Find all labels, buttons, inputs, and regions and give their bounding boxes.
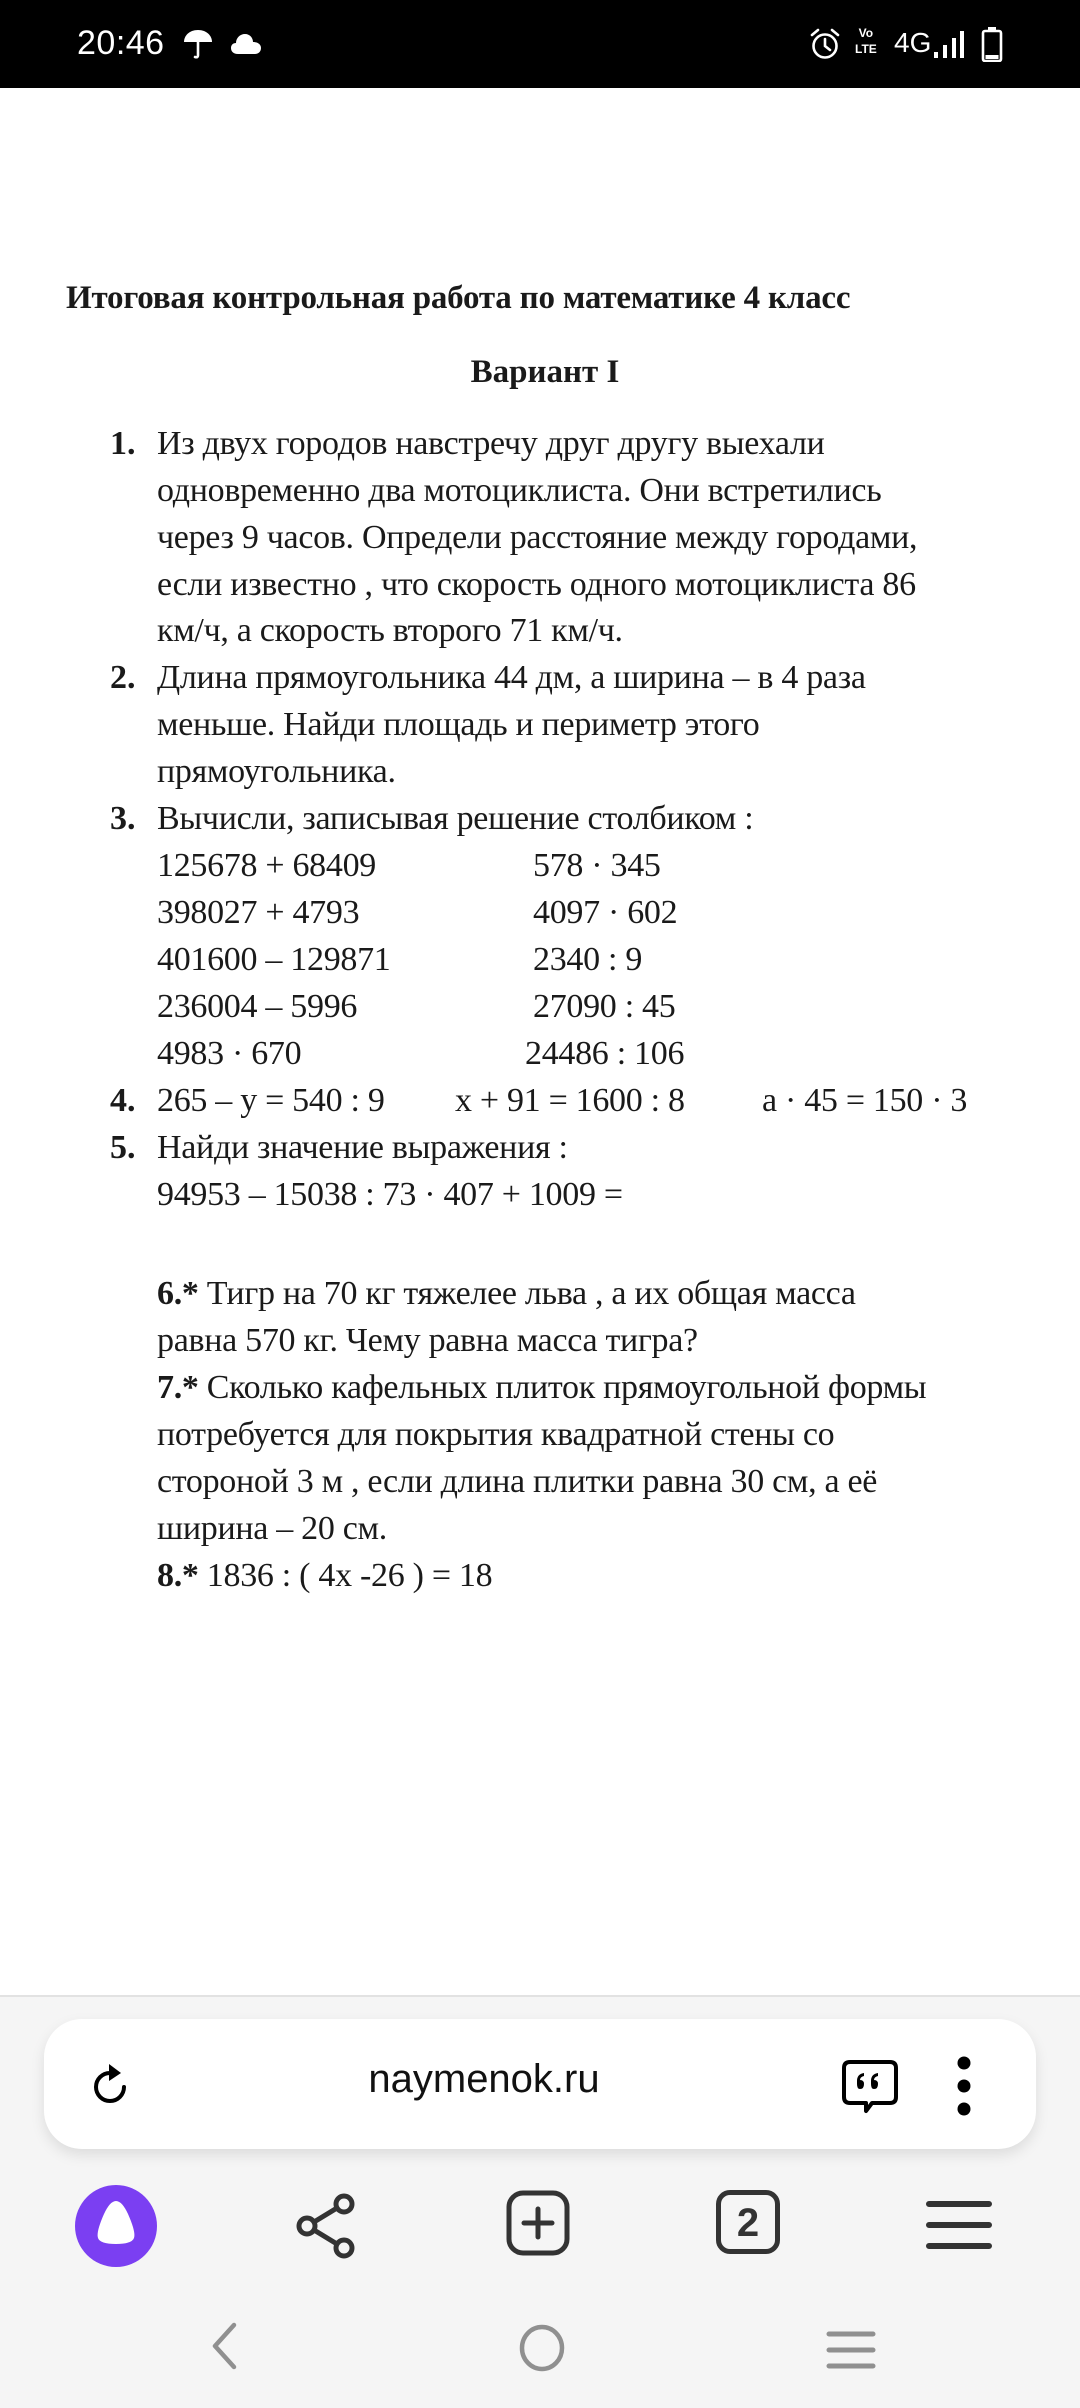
task-line: одновременно два мотоциклиста. Они встретились — [157, 472, 882, 509]
status-bar — [0, 0, 1080, 88]
battery-icon — [981, 26, 1003, 62]
signal-icon — [933, 30, 965, 58]
task-line: Из двух городов навстречу друг другу выехали — [157, 425, 825, 462]
alarm-icon — [809, 27, 841, 61]
expression: 236004 – 5996 — [157, 988, 358, 1025]
network-type: 4G — [894, 27, 932, 58]
cloud-icon — [230, 33, 262, 55]
status-time: 20:46 — [77, 24, 165, 62]
umbrella-icon — [183, 28, 213, 60]
task-line: Найди значение выражения : — [157, 1129, 568, 1166]
back-icon[interactable] — [210, 2322, 240, 2370]
expression: 398027 + 4793 — [157, 894, 360, 931]
quote-bubble-icon[interactable] — [840, 2059, 900, 2115]
document-title: Итоговая контрольная работа по математике 4 класс — [66, 280, 851, 316]
task-line: Длина прямоугольника 44 дм, а ширина – в 4 раза — [157, 659, 866, 696]
task-number: 1. — [110, 425, 136, 462]
volte-icon — [855, 25, 877, 57]
task-line: ширина – 20 см. — [157, 1510, 387, 1547]
task-number: 4. — [110, 1082, 136, 1119]
task-text: Сколько кафельных плиток прямоугольной формы — [198, 1369, 927, 1406]
equation: х + 91 = 1600 : 8 — [455, 1082, 685, 1119]
equation: а · 45 = 150 · 3 — [762, 1082, 968, 1119]
alice-assistant-icon[interactable] — [74, 2184, 158, 2268]
expression: 27090 : 45 — [533, 988, 676, 1025]
document-variant: Вариант I — [470, 354, 620, 390]
tabs-button[interactable] — [716, 2190, 780, 2254]
task-line: потребуется для покрытия квадратной стены со — [157, 1416, 835, 1453]
expression: 578 · 345 — [533, 847, 661, 884]
volte-top: Vo — [858, 26, 874, 40]
task-text: 1836 : ( 4х -26 ) = 18 — [198, 1557, 493, 1594]
task-number: 6.* — [157, 1275, 199, 1312]
expression: 125678 + 68409 — [157, 847, 376, 884]
expression: 4983 · 670 — [157, 1035, 302, 1072]
expression: 4097 · 602 — [533, 894, 678, 931]
task-number: 5. — [110, 1129, 136, 1166]
task-text: Тигр на 70 кг тяжелее льва , а их общая масса — [198, 1275, 856, 1312]
more-vert-icon[interactable] — [954, 2055, 974, 2117]
task-number: 3. — [110, 800, 136, 837]
browser-bottom-panel — [0, 1995, 1080, 2408]
expression: 24486 : 106 — [525, 1035, 685, 1072]
task-number: 7.* — [157, 1369, 199, 1406]
task-line: равна 570 кг. Чему равна масса тигра? — [157, 1322, 698, 1359]
task-number: 8.* — [157, 1557, 199, 1594]
url-text[interactable]: naymenok.ru — [368, 2057, 600, 2101]
task-line — [157, 1274, 856, 1314]
task-line: км/ч, а скорость второго 71 км/ч. — [157, 612, 623, 649]
task-line: прямоугольника. — [157, 753, 396, 790]
menu-icon[interactable] — [925, 2199, 993, 2251]
expression: 2340 : 9 — [533, 941, 643, 978]
task-line: Вычисли, записывая решение столбиком : — [157, 800, 754, 837]
equation: 265 – у = 540 : 9 — [157, 1082, 385, 1119]
task-line: 94953 – 15038 : 73 · 407 + 1009 = — [157, 1176, 623, 1213]
task-line — [157, 1556, 492, 1596]
tabs-count: 2 — [736, 2201, 760, 2245]
expression: 401600 – 129871 — [157, 941, 391, 978]
task-line: меньше. Найди площадь и периметр этого — [157, 706, 760, 743]
task-line: если известно , что скорость одного мотоциклиста 86 — [157, 566, 916, 603]
recents-icon[interactable] — [826, 2330, 876, 2370]
task-line: стороной 3 м , если длина плитки равна 30 см, а её — [157, 1463, 878, 1500]
address-bar[interactable] — [44, 2019, 1036, 2149]
share-icon[interactable] — [294, 2192, 358, 2260]
task-number: 2. — [110, 659, 136, 696]
task-line: через 9 часов. Определи расстояние между городами, — [157, 519, 918, 556]
document-view[interactable] — [0, 88, 1080, 1995]
home-icon[interactable] — [518, 2323, 566, 2373]
new-tab-icon[interactable] — [506, 2190, 570, 2256]
task-line — [157, 1368, 926, 1408]
volte-bottom: LTE — [855, 42, 877, 56]
